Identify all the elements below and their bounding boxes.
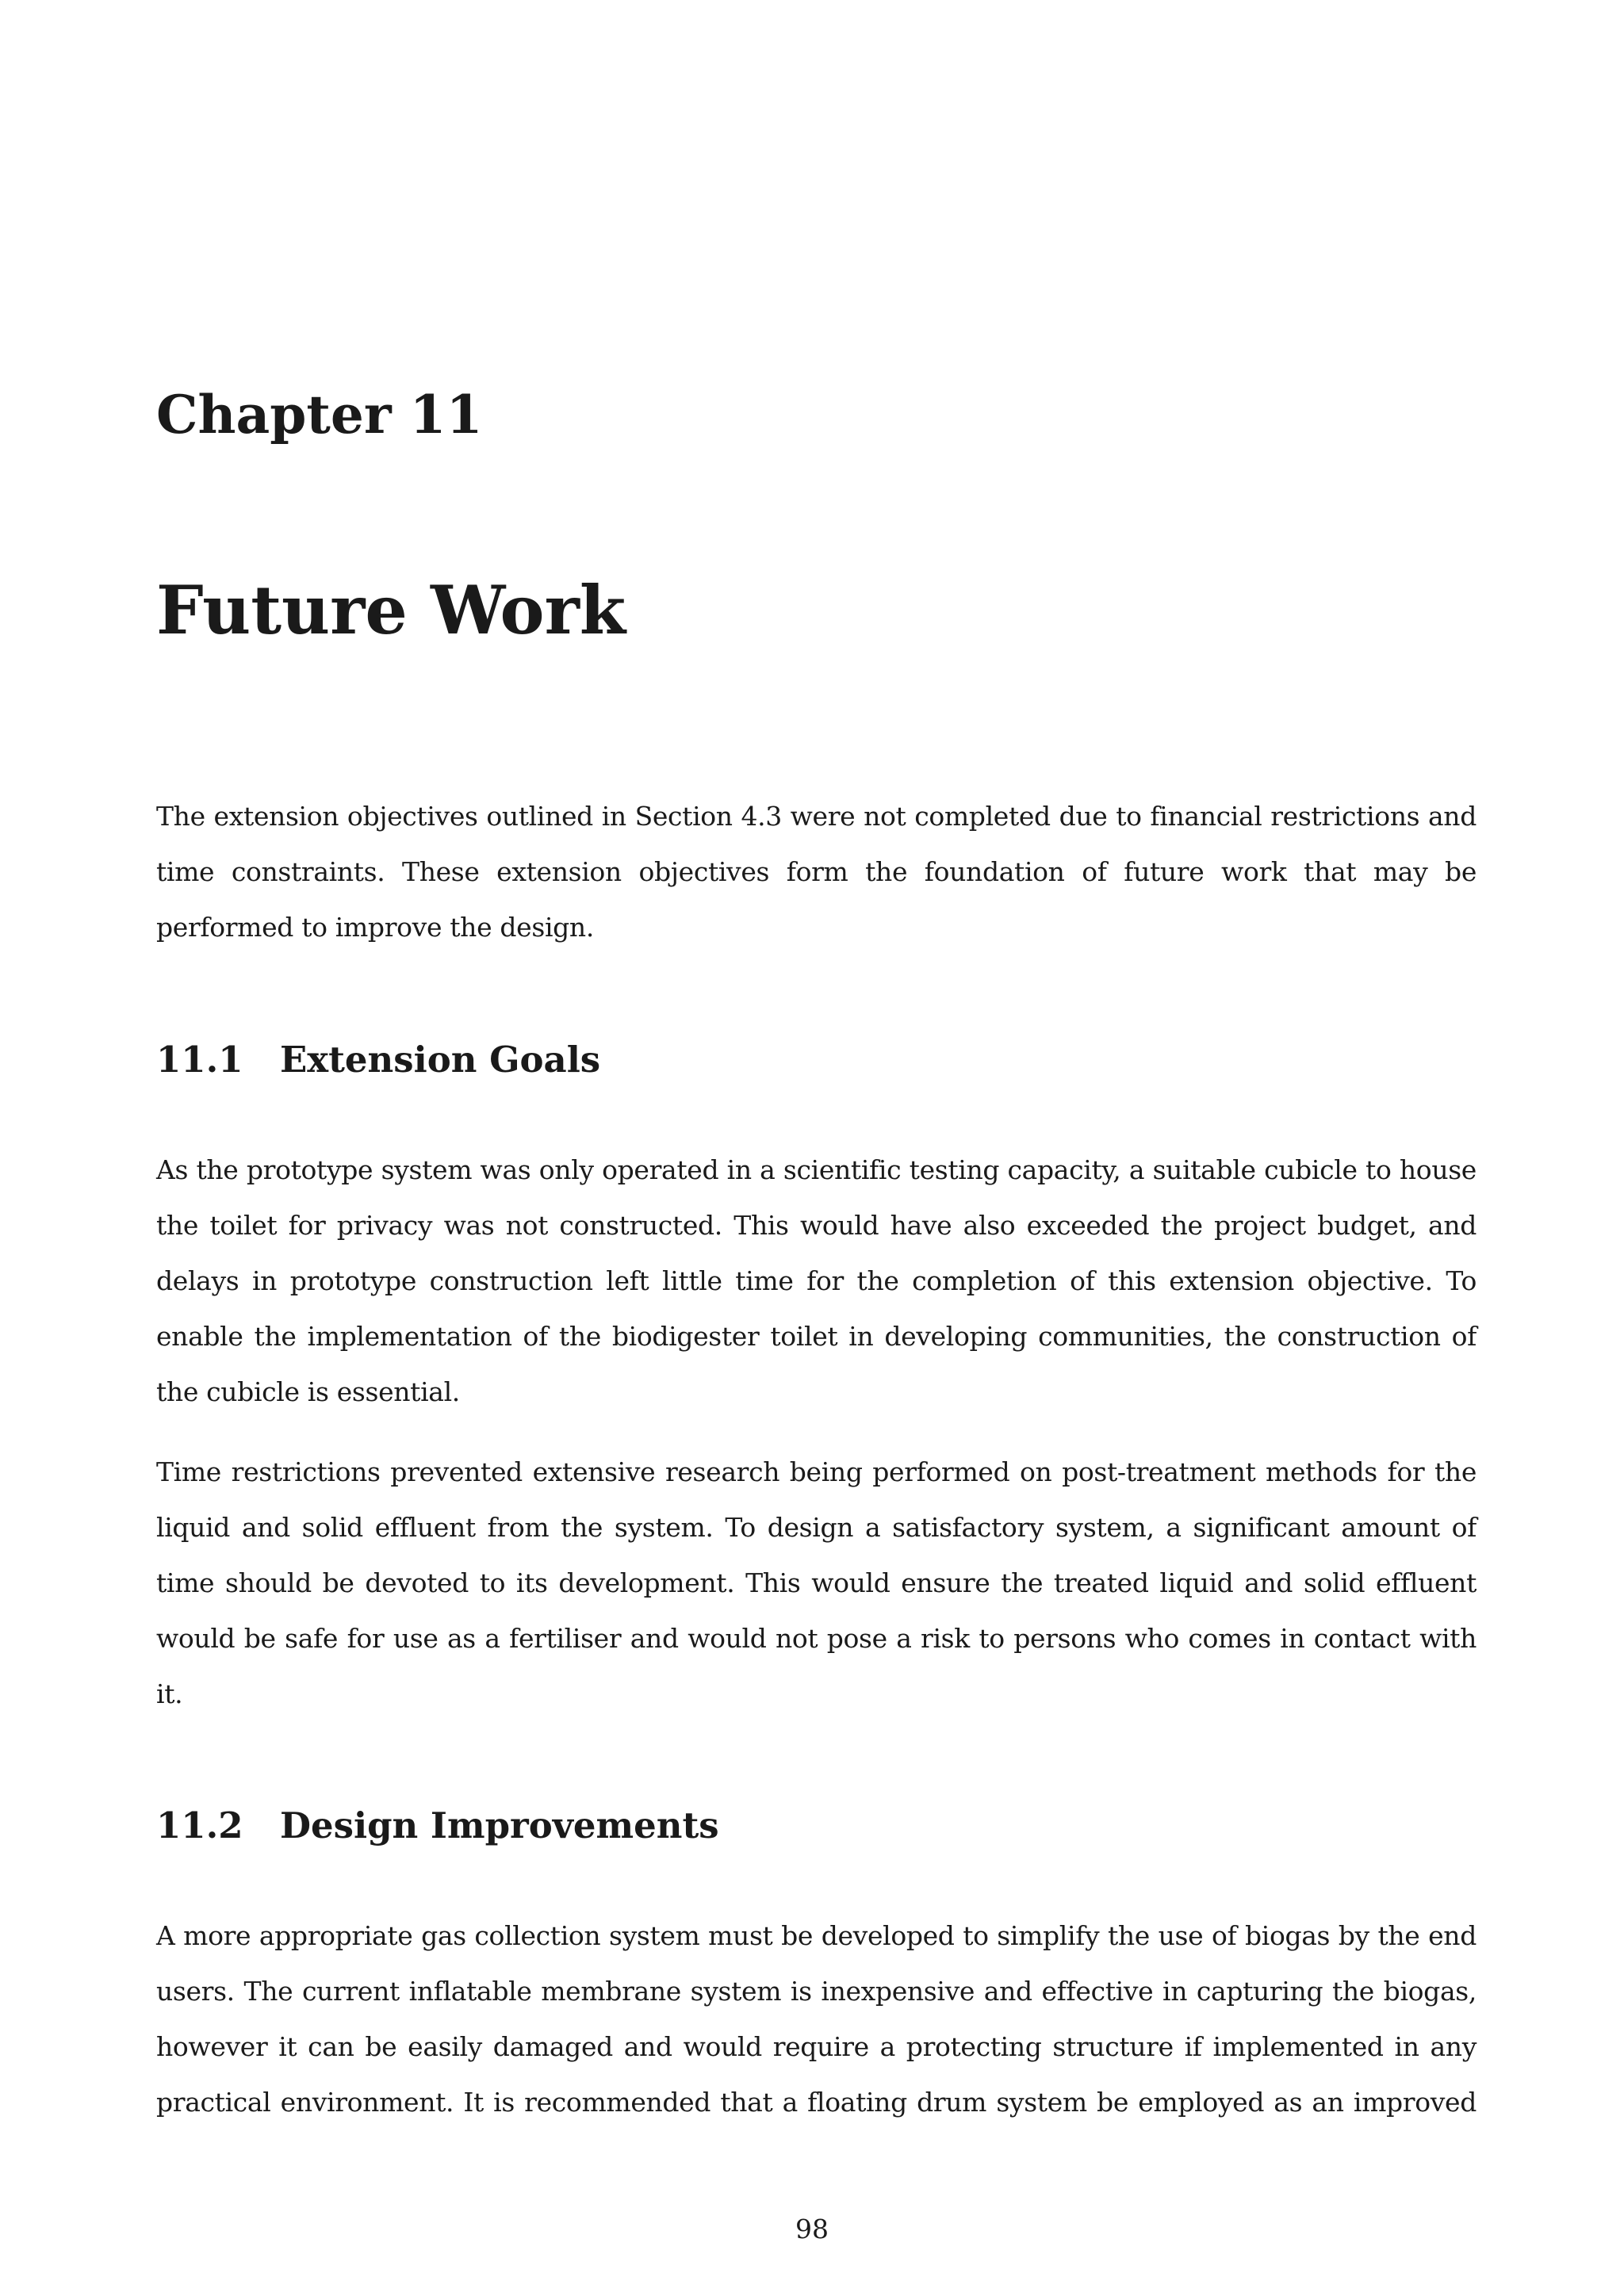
extension-goals-paragraph-2: Time restrictions prevented extensive research being performed on post-treatment methods for the liquid and solid effluent from the system. To design a satisfactory system, a significant amount of time should be devoted to its development. This would ensure the treated liquid and solid effluent would be safe for use as a fertiliser and would not pose a risk to persons who comes in contact with it. [156,1456,1477,1709]
section-title: Design Improvements [280,1804,719,1846]
section-number: 11.1 [156,1039,243,1081]
page-number: 98 [795,2214,829,2244]
section-title: Extension Goals [280,1039,601,1081]
design-improvements-paragraph-1: A more appropriate gas collection system must be developed to simplify the use of biogas by the end users. The current inflatable membrane system is inexpensive and effective in capturing the biogas, however it can be easily damaged and would require a protecting structure if implemented in any practical environment. It is recommended that a floating drum system be employed as an improved [156,1920,1477,2118]
document-page [156,0,1477,2296]
extension-goals-paragraph-1: As the prototype system was only operated in a scientific testing capacity, a suitable cubicle to house the toilet for privacy was not constructed. This would have also exceeded the project budget, and delays in prototype construction left little time for the completion of this extension objective. To enable the implementation of the biodigester toilet in developing communities, the construction of the cubicle is essential. [156,1154,1477,1407]
section-number: 11.2 [156,1804,243,1846]
section-heading-extension-goals [156,1039,601,1081]
intro-paragraph: The extension objectives outlined in Section 4.3 were not completed due to financial restrictions and time constraints. These extension objectives form the foundation of future work that may be performed to improve the design. [156,801,1477,943]
chapter-title: Future Work [156,571,626,649]
section-heading-design-improvements [156,1804,719,1846]
chapter-label: Chapter 11 [156,384,483,446]
